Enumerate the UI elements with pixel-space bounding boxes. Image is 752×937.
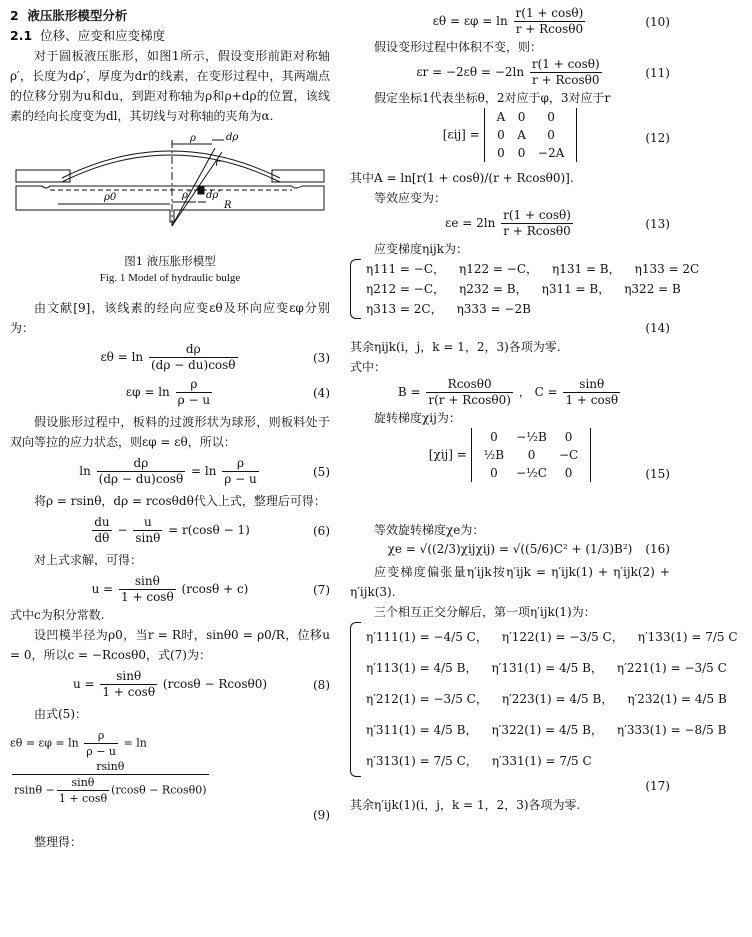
equation-number-8: (8) (313, 677, 330, 692)
m15-cell: 0 (564, 466, 573, 480)
m15-cell: 0 (564, 430, 573, 444)
equation-11: εr = −2εθ = −2ln $\frac{r(1 + \cos\theta)}{r + Rcos\theta 0}$ (11) (416, 57, 670, 87)
equation-16: χe = √((2/3)χijχij) = √((5/6)C² + (1/3)B²) (16) (387, 542, 670, 556)
equation-term: η′331(1) = 7/5 C (491, 754, 592, 768)
equation-term: η′131(1) = 4/5 B， (491, 661, 603, 675)
equation-10: εθ = εφ = ln $\frac{r(1 + \cos\theta)}{r + Rcos\theta 0}$ (10) (432, 6, 670, 36)
m15-cell: 0 (490, 466, 498, 480)
m15-cell: 0 (490, 430, 498, 444)
equation-6: $\frac{du}{d\theta}$ − $\frac{u}{\sin\theta}$ = r(cosθ − 1) (6) (94, 515, 330, 545)
left-para-8: 由式(5)： (34, 707, 87, 721)
rotation-matrix (471, 428, 592, 482)
left-para-3: 假设胀形过程中，板料的过渡形状为球形，则板料处于双向等拉的应力状态，则εφ = εθ，所以： (10, 415, 330, 449)
equation-number-13: (13) (645, 216, 670, 231)
m15-cell: −½B (516, 430, 547, 444)
equation-term: η′223(1) = 4/5 B， (501, 692, 614, 706)
m15-cell: −½C (516, 466, 547, 480)
equation-3: εθ = ln $\frac{d\rho}{(d\rho - du)\cos\theta}$ (3) (100, 342, 330, 372)
label-R: R (224, 200, 232, 211)
m12-cell: −2A (537, 146, 565, 160)
equation-term: η′113(1) = 4/5 B， (366, 661, 478, 675)
right-para-7: 式中： (350, 360, 387, 374)
equation-bc: B = $\frac{Rcos\theta 0}{r(r + Rcos\theta 0)}$ ， C = $\frac{\sin\theta}{1 + \cos\theta}$ (397, 377, 619, 407)
right-para-12: 其余η′ijk(1)(i，j，k = 1，2，3)各项为零. (350, 798, 581, 812)
equation-term: η′232(1) = 4/5 B (627, 692, 727, 706)
figure-caption-cn: 图1 液压胀形模型 (124, 254, 216, 268)
equation-12: [εij] = A 0 0 0 A 0 0 0 −2A (12) (442, 110, 670, 160)
equation-number-5: (5) (313, 464, 330, 479)
equation-number-6: (6) (313, 523, 330, 538)
right-para-4: 等效应变为： (374, 191, 447, 205)
equation-17 (350, 622, 738, 777)
left-para-6: 式中c为积分常数. (10, 608, 105, 622)
label-rho: ρ (190, 133, 196, 144)
equation-term: η313 = 2C， (366, 302, 443, 316)
equation-4: εφ = ln $\frac{\rho}{\rho - u}$ (4) (125, 377, 330, 407)
m12-cell: 0 (517, 146, 526, 160)
equation-14 (350, 259, 700, 319)
right-para-2: 假定坐标1代表坐标θ，2对应于φ，3对应于r (374, 91, 611, 105)
subsection-title: 位移、应变和应变梯度 (40, 28, 166, 43)
equation-7: u = $\frac{\sin\theta}{1 + \cos\theta}$ (rcosθ + c) (7) (91, 574, 330, 604)
equation-number-16: (16) (645, 542, 670, 556)
equation-term: η111 = −C， (366, 262, 446, 276)
equation-13: εe = 2ln $\frac{r(1 + \cos\theta)}{r + Rcos\theta 0}$ (13) (445, 208, 670, 238)
right-para-6: 其余ηijk(i，j，k = 1，2，3)各项为零. (350, 340, 561, 354)
equation-number-15: (15) (645, 467, 670, 481)
section-heading (10, 6, 330, 26)
right-column (350, 6, 738, 815)
subsection-heading (10, 26, 330, 46)
m15-cell: 0 (527, 448, 536, 462)
equation-number-3: (3) (313, 350, 330, 365)
right-para-5: 应变梯度ηijk为： (374, 242, 469, 256)
label-drho: dρ (226, 132, 239, 143)
equation-number-17: (17) (645, 779, 670, 793)
m15-cell: ½B (483, 448, 505, 462)
equation-term: η′212(1) = −3/5 C， (366, 692, 488, 706)
right-para-8: 旋转梯度χij为： (374, 411, 461, 425)
right-para-1: 假设变形过程中体积不变，则： (374, 40, 543, 54)
right-para-9: 等效旋转梯度χe为： (374, 523, 485, 537)
section-title: 液压胀形模型分析 (27, 8, 128, 23)
right-para-11: 三个相互正交分解后，第一项η′ijk(1)为： (374, 605, 596, 619)
subsection-number: 2.1 (10, 28, 33, 43)
section-number: 2 (10, 8, 19, 23)
equation-term: η232 = B， (459, 282, 528, 296)
equation-row (366, 622, 738, 653)
left-para-2: 由文献[9]，该线素的经向应变εθ及环向应变εφ分别为： (10, 301, 330, 335)
equation-15: [χij] = 0 −½B 0 ½B 0 −C 0 −½C 0 (15) (428, 430, 670, 481)
m12-cell: 0 (497, 146, 505, 160)
left-para-1: 对于圆板液压胀形，如图1所示，假设变形前距对称轴ρ′，长度为dρ′，厚度为dr的线素，在变形过程中，其两端点的位移分别为u和du，到距对称轴为ρ和ρ+dρ的位置，该线素的经向长度变为dl，其切线与对称轴的夹角为α. (10, 49, 330, 123)
equation-term: η122 = −C， (459, 262, 539, 276)
equation-term: η′133(1) = 7/5 C (637, 630, 738, 644)
equation-term: η212 = −C， (366, 282, 446, 296)
equation-term: η′322(1) = 4/5 B， (491, 723, 603, 737)
equation-row (366, 653, 727, 684)
equation-term: η′313(1) = 7/5 C， (366, 754, 478, 768)
label-r: r (215, 158, 220, 169)
figure-1 (10, 130, 330, 250)
equation-term: η311 = B， (541, 282, 611, 296)
strain-matrix (484, 108, 578, 162)
equation-number-11: (11) (645, 65, 670, 80)
right-para-3: 其中A = ln[r(1 + cosθ)/(r + Rcosθ0)]. (350, 171, 574, 185)
equation-number-4: (4) (313, 385, 330, 400)
equation-term: η333 = −2B (456, 302, 531, 316)
equation-row (366, 279, 681, 299)
m12-cell: 0 (517, 110, 526, 124)
equation-number-10: (10) (645, 14, 670, 29)
m12-cell: 0 (547, 128, 555, 142)
m12-cell: 0 (497, 128, 505, 142)
m12-cell: A (496, 110, 506, 124)
m12-cell: 0 (547, 110, 555, 124)
equation-term: η133 = 2C (634, 262, 700, 276)
equation-9: εθ = εφ = ln $\frac{\rho}{\rho - u}$ = ln rsinθ rsinθ − $\frac{\sin\theta}{1 + \cos\theta}$ (rcosθ − Rcosθ0) (10, 729, 207, 805)
equation-5: ln $\frac{d\rho}{(d\rho - du)\cos\theta}$ = ln $\frac{\rho}{\rho - u}$ (5) (79, 456, 330, 486)
equation-number-14: (14) (645, 321, 670, 335)
equation-row (366, 684, 727, 715)
equation-term: η131 = B， (552, 262, 621, 276)
label-rho-prime: ρ′ (182, 190, 191, 201)
equation-row (366, 746, 670, 777)
equation-number-9: (9) (313, 808, 330, 822)
left-para-4: 将ρ = rsinθ，dρ = rcosθdθ代入上式，整理后可得： (34, 494, 326, 508)
equation-term: η322 = B (624, 282, 681, 296)
left-column (10, 6, 330, 852)
equation-number-7: (7) (313, 582, 330, 597)
label-rho0: ρ0 (104, 192, 117, 203)
equation-row (366, 259, 700, 279)
label-drho-prime: dρ′ (206, 190, 221, 201)
equation-number-12: (12) (645, 131, 670, 145)
equation-term: η′111(1) = −4/5 C， (366, 630, 488, 644)
equation-row (366, 715, 727, 746)
equation-term: η′221(1) = −3/5 C (616, 661, 727, 675)
bulge-model-diagram (10, 130, 330, 250)
equation-term: η′333(1) = −8/5 B (616, 723, 727, 737)
right-para-10: 应变梯度偏张量η′ijk按η′ijk = η′ijk(1) + η′ijk(2) + η′ijk(3). (350, 565, 670, 599)
left-para-9: 整理得： (34, 835, 83, 849)
equation-8: u = $\frac{\sin\theta}{1 + \cos\theta}$ (rcosθ − Rcosθ0) (8) (72, 669, 330, 699)
equation-row (366, 299, 670, 319)
left-para-5: 对上式求解，可得： (34, 553, 143, 567)
m12-cell: A (517, 128, 526, 142)
figure-caption-en: Fig. 1 Model of hydraulic bulge (99, 272, 241, 284)
equation-term: η′122(1) = −3/5 C， (501, 630, 624, 644)
m15-cell: −C (558, 448, 579, 462)
equation-term: η′311(1) = 4/5 B， (366, 723, 478, 737)
left-para-7: 设凹模半径为ρ0，当r = R时，sinθ0 = ρ0/R，位移u = 0，所以c = −Rcosθ0，式(7)为： (10, 628, 330, 662)
